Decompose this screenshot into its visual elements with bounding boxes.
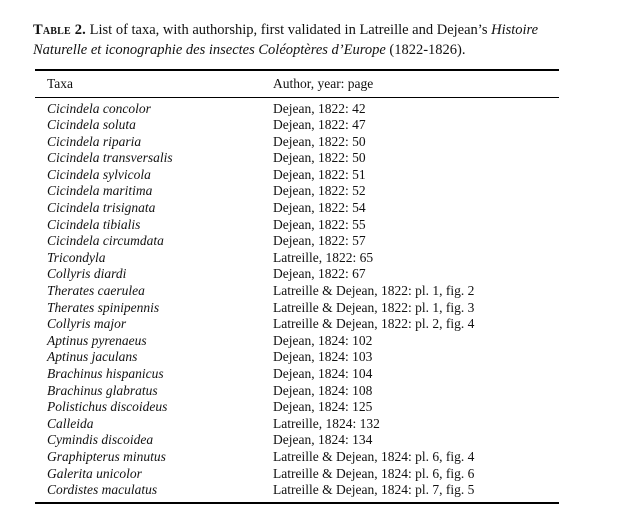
authorship-cell: Latreille, 1824: 132 [273, 415, 380, 431]
taxa-table [35, 69, 559, 504]
authorship-cell: Dejean, 1822: 50 [273, 150, 366, 166]
table-caption [33, 20, 590, 60]
authorship-cell: Dejean, 1822: 54 [273, 200, 366, 216]
taxon-cell: Cicindela riparia [47, 133, 142, 149]
authorship-cell: Dejean, 1822: 42 [273, 100, 366, 116]
taxon-cell: Cicindela maritima [47, 183, 153, 199]
taxon-cell: Calleida [47, 415, 94, 431]
taxon-cell: Galerita unicolor [47, 465, 142, 481]
table-row [35, 316, 559, 333]
taxon-cell: Collyris diardi [47, 266, 127, 282]
taxa-table-container [35, 69, 559, 504]
table-row [35, 233, 559, 250]
authorship-cell: Dejean, 1822: 47 [273, 117, 366, 133]
taxon-cell: Cicindela sylvicola [47, 166, 151, 182]
taxon-cell: Aptinus pyrenaeus [47, 332, 147, 348]
authorship-cell: Latreille & Dejean, 1824: pl. 6, fig. 4 [273, 448, 475, 464]
taxon-cell: Therates caerulea [47, 283, 145, 299]
table-row [35, 333, 559, 350]
authorship-cell: Latreille & Dejean, 1822: pl. 1, fig. 2 [273, 283, 475, 299]
table-row [35, 383, 559, 400]
table-row [35, 416, 559, 433]
authorship-cell: Dejean, 1824: 134 [273, 432, 373, 448]
authorship-cell: Dejean, 1824: 108 [273, 382, 373, 398]
table-row [35, 117, 559, 134]
taxon-cell: Graphipterus minutus [47, 448, 166, 464]
taxon-cell: Therates spinipennis [47, 299, 160, 315]
authorship-cell: Latreille & Dejean, 1822: pl. 1, fig. 3 [273, 299, 475, 315]
caption-label: Table 2. [33, 22, 87, 38]
authorship-cell: Dejean, 1822: 57 [273, 233, 366, 249]
table-row [35, 449, 559, 466]
authorship-cell: Dejean, 1824: 102 [273, 332, 373, 348]
authorship-cell: Latreille & Dejean, 1824: pl. 6, fig. 6 [273, 465, 475, 481]
caption-text-pre: List of taxa, with authorship, first validated in Latreille and Dejean’s [89, 22, 488, 38]
table-row [35, 97, 559, 117]
table-row [35, 349, 559, 366]
table-row [35, 200, 559, 217]
table-row [35, 150, 559, 167]
authorship-cell: Dejean, 1822: 55 [273, 216, 366, 232]
table-row [35, 183, 559, 200]
taxon-cell: Cicindela circumdata [47, 233, 164, 249]
table-row [35, 466, 559, 483]
authorship-cell: Dejean, 1824: 104 [273, 366, 373, 381]
taxon-cell: Cicindela tibialis [47, 216, 141, 232]
table-row [35, 366, 559, 383]
taxon-cell: Cicindela trisignata [47, 200, 156, 216]
taxon-cell: Cordistes maculatus [47, 482, 158, 498]
taxon-cell: Collyris major [47, 316, 127, 332]
taxon-cell: Tricondyla [47, 249, 106, 265]
table-row [35, 300, 559, 317]
authorship-cell: Latreille, 1822: 65 [273, 249, 374, 265]
authorship-cell: Dejean, 1822: 52 [273, 183, 366, 199]
taxon-cell: Cicindela transversalis [47, 150, 173, 166]
table-row [35, 266, 559, 283]
caption-text-post: (1822-1826). [389, 42, 466, 58]
table-body [35, 97, 559, 503]
taxon-cell: Aptinus jaculans [47, 349, 138, 365]
taxon-cell: Cymindis discoidea [47, 432, 154, 448]
authorship-cell: Dejean, 1824: 125 [273, 399, 373, 415]
col-header-authorship: Author, year: page [273, 70, 559, 97]
table-row [35, 432, 559, 449]
table-row [35, 283, 559, 300]
table-row [35, 167, 559, 184]
authorship-cell: Dejean, 1822: 50 [273, 133, 366, 149]
taxon-cell: Polistichus discoideus [47, 399, 168, 415]
authorship-cell: Dejean, 1822: 51 [273, 166, 366, 182]
authorship-cell: Latreille & Dejean, 1824: pl. 7, fig. 5 [273, 482, 475, 498]
authorship-cell: Dejean, 1822: 67 [273, 266, 366, 282]
taxon-cell: Brachinus glabratus [47, 382, 158, 398]
table-row [35, 399, 559, 416]
table-row [35, 134, 559, 151]
table-row [35, 250, 559, 267]
caption-work-title: Histoire Naturelle et iconographie des insectes Coléoptères d’Europe [33, 22, 539, 58]
authorship-cell: Dejean, 1824: 103 [273, 349, 373, 365]
taxon-cell: Cicindela soluta [47, 117, 136, 133]
taxon-cell: Brachinus hispanicus [47, 366, 164, 381]
col-header-taxa: Taxa [35, 70, 273, 97]
taxon-cell: Cicindela concolor [47, 100, 151, 116]
authorship-cell: Latreille & Dejean, 1822: pl. 2, fig. 4 [273, 316, 475, 332]
table-row [35, 217, 559, 234]
table-header-row [35, 70, 559, 97]
table-row [35, 482, 559, 503]
